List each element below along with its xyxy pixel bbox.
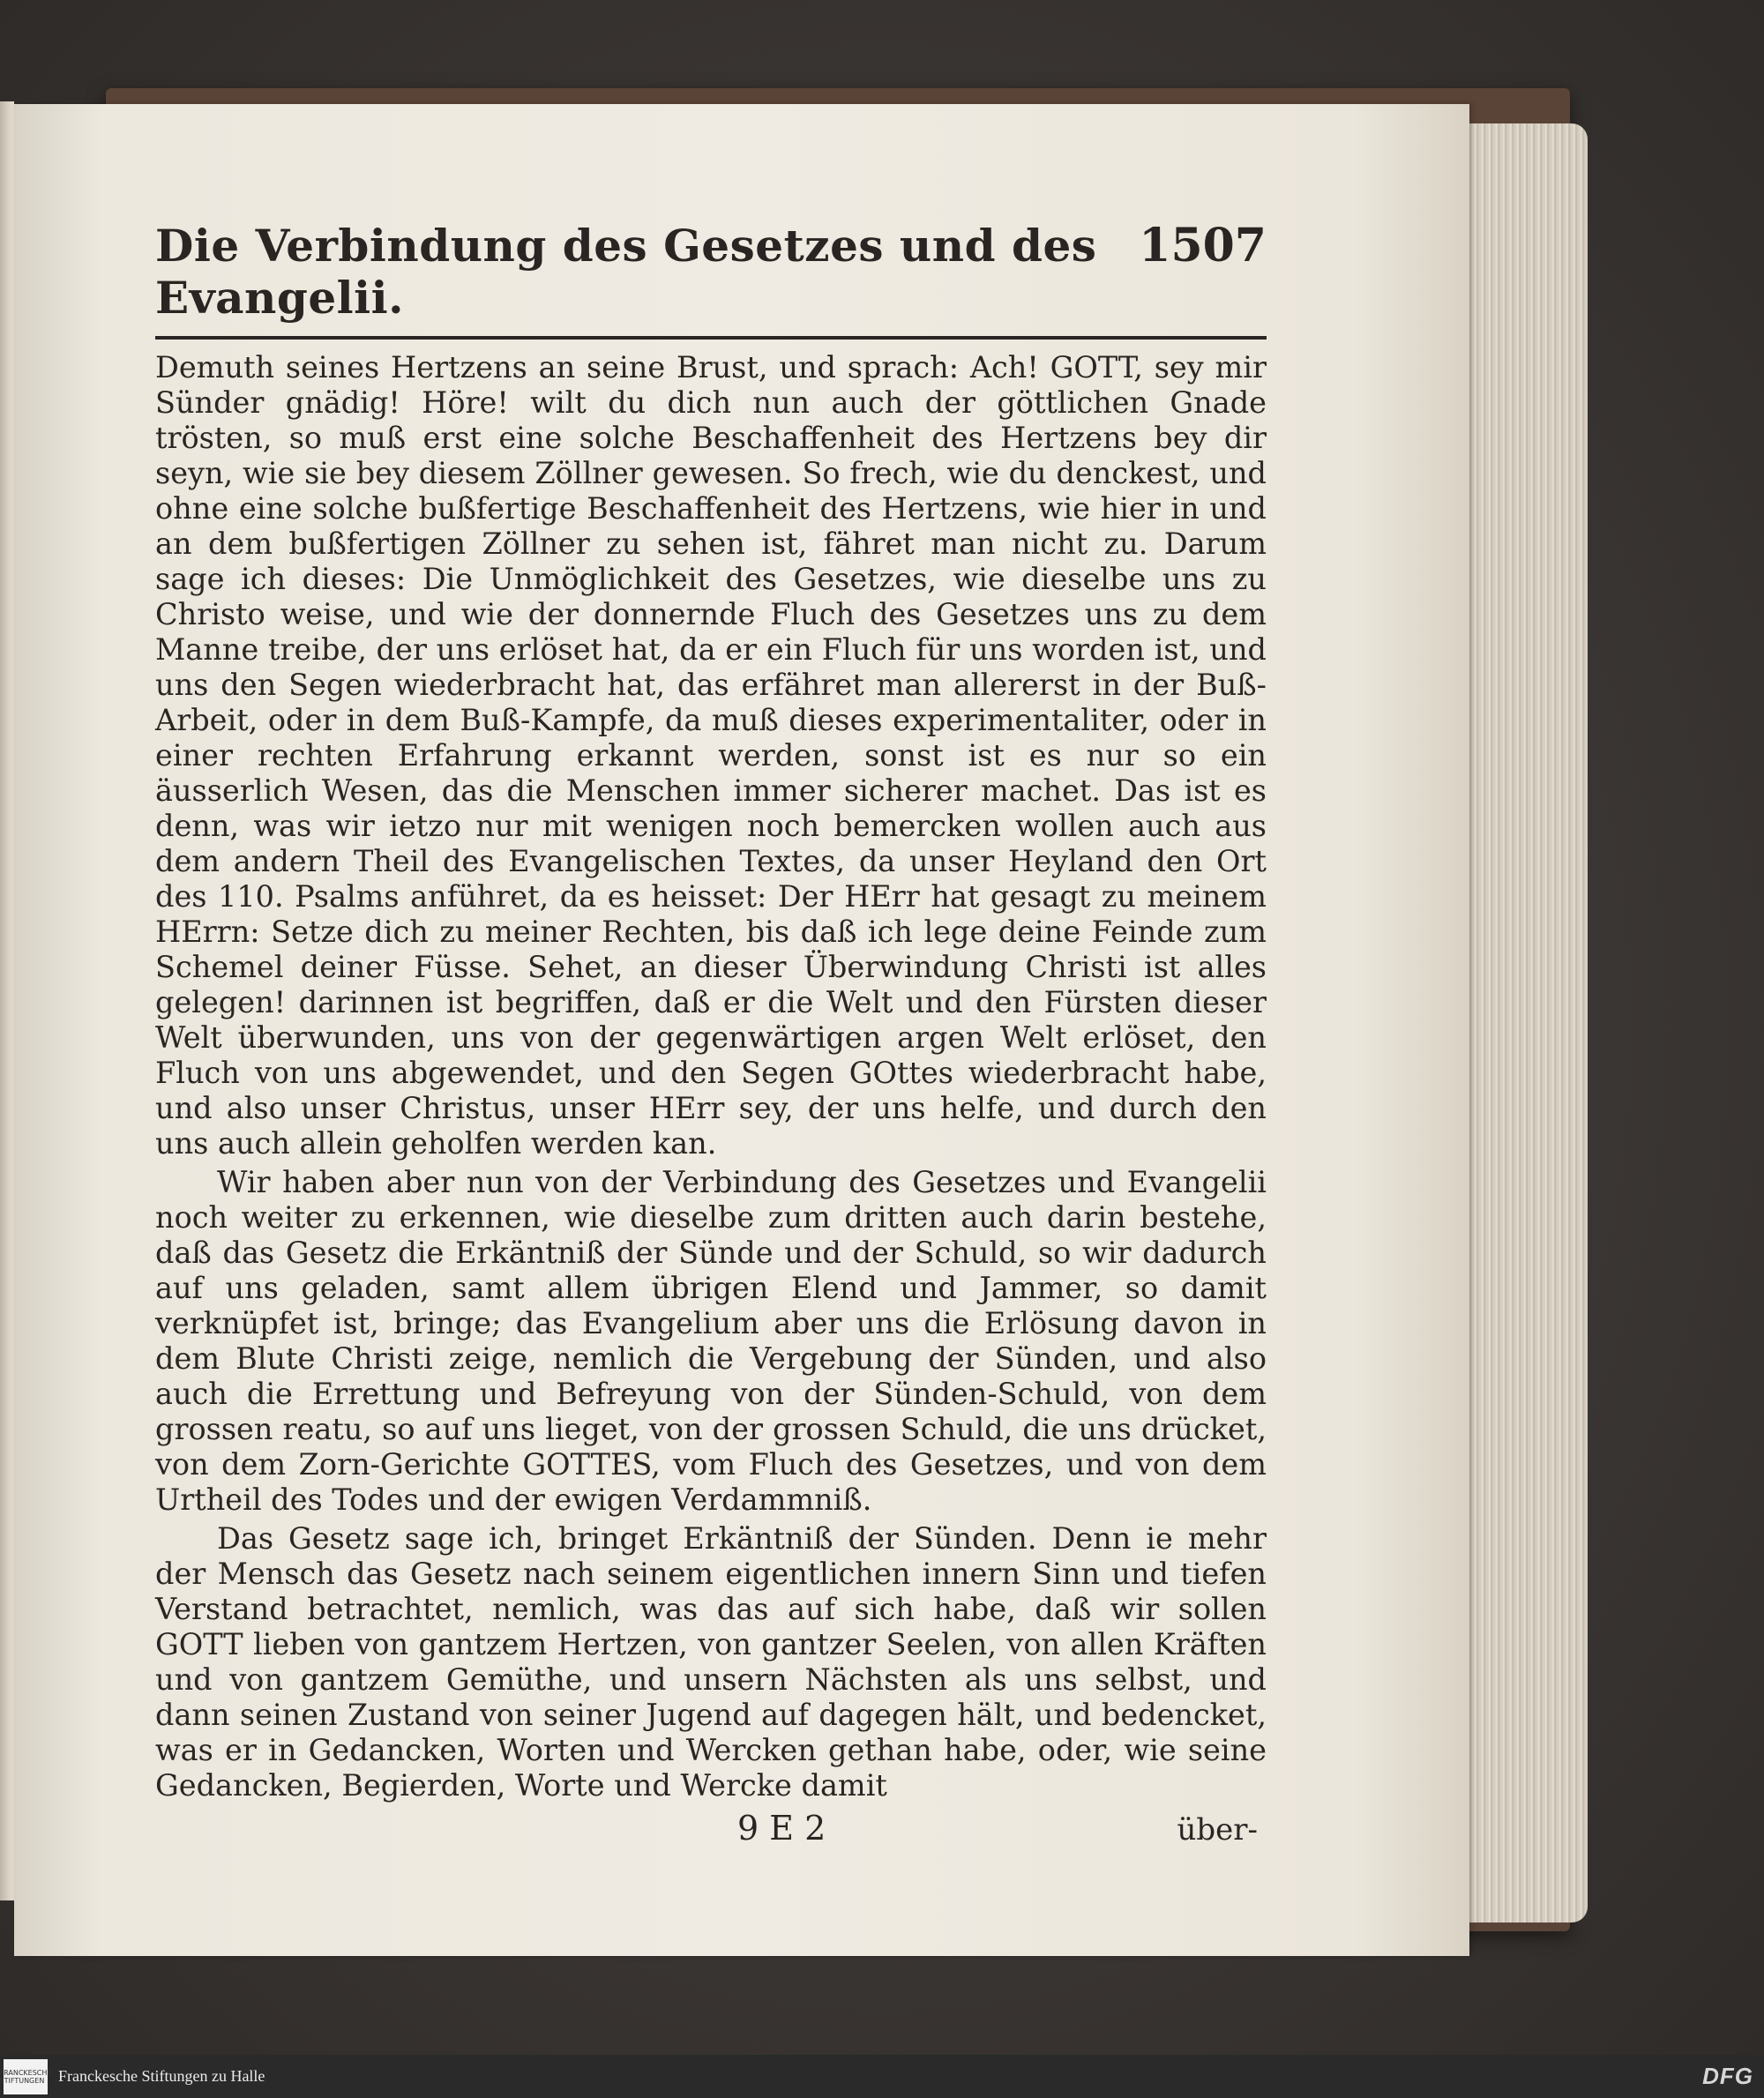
book-page xyxy=(14,104,1469,1956)
running-title: Die Verbindung des Gesetzes und des Evangelii. xyxy=(155,220,1097,324)
viewer-footer xyxy=(0,2055,1764,2098)
page-number: 1507 xyxy=(1139,219,1267,273)
paragraph-2: Wir haben aber nun von der Verbindung des Gesetzes und Evangelii noch weiter zu erkennen, wie dieselbe zum dritten auch darin bestehe, daß das Gesetz die Erkäntniß der Sünde und der Schuld, so wir dadurch auf uns geladen, samt allem übrigen Elend und Jammer, so damit verknüpfet ist, bringe; das Evangelium aber uns die Erlösung davon in dem Blute Christi zeige, nemlich die Vergebung der Sünden, und also auch die Errettung und Befreyung von der Sünden-Schuld, von dem grossen reatu, so auf uns lieget, von der grossen Schuld, die uns drücket, von dem Zorn-Gerichte GOTTES, vom Fluch des Gesetzes, und von dem Urtheil des Todes und der ewigen Verdammniß. xyxy=(155,1165,1267,1517)
institution-name[interactable]: Franckesche Stiftungen zu Halle xyxy=(58,2067,265,2085)
left-page-edge xyxy=(0,101,14,1900)
catchword: über- xyxy=(1177,1812,1258,1848)
logo-text: FRANCKESCHE STIFTUNGEN xyxy=(0,2068,52,2085)
signature-mark: 9 E 2 xyxy=(737,1809,826,1848)
paragraph-3: Das Gesetz sage ich, bringet Erkäntniß der Sünden. Denn ie mehr der Mensch das Gesetz nach seinem eigentlichen innern Sinn und tiefen Verstand betrachtet, nemlich, was das auf sich habe, daß wir sollen GOTT lieben von gantzem Hertzen, von gantzer Seelen, von allen Kräften und von gantzem Gemüthe, und unsern Nächsten als uns selbst, und dann seinen Zustand von seiner Jugend auf dagegen hält, und bedencket, was er in Gedancken, Worten und Wercken gethan habe, oder, wie seine Gedancken, Begierden, Worte und Wercke damit xyxy=(155,1521,1267,1803)
dfg-logo[interactable]: DFG xyxy=(1702,2063,1753,2089)
page-text-block xyxy=(155,219,1267,1848)
paragraph-1: Demuth seines Hertzens an seine Brust, und sprach: Ach! GOTT, sey mir Sünder gnädig! Höre! wilt du dich nun auch der göttlichen Gnade trösten, so muß erst eine solche Beschaffenheit des Hertzens bey dir seyn, wie sie bey diesem Zöllner gewesen. So frech, wie du denckest, und ohne eine solche bußfertige Beschaffenheit des Hertzens, wie hier in und an dem bußfertigen Zöllner zu sehen ist, fähret man nicht zu. Darum sage ich dieses: Die Unmöglichkeit des Gesetzes, wie dieselbe uns zu Christo weise, und wie der donnernde Fluch des Gesetzes uns zu dem Manne treibe, der uns erlöset hat, da er ein Fluch für uns worden ist, und uns den Segen wiederbracht hat, das erfähret man allererst in der Buß-Arbeit, oder in dem Buß-Kampfe, da muß dieses experimentaliter, oder in einer rechten Erfahrung erkannt werden, sonst ist es nur so ein äusserlich Wesen, das die Menschen immer sicherer machet. Das ist es denn, was wir ietzo nur mit wenigen noch bemercken wollen auch aus dem andern Theil des Evangelischen Textes, da unser Heyland den Ort des 110. Psalms anführet, da es heisset: Der HErr hat gesagt zu meinem HErrn: Setze dich zu meiner Rechten, bis daß ich lege deine Feinde zum Schemel deiner Füsse. Sehet, an dieser Überwindung Christi ist alles gelegen! darinnen ist begriffen, daß er die Welt und den Fürsten dieser Welt überwunden, uns von der gegenwärtigen argen Welt erlöset, den Fluch von uns abgewendet, und den Segen GOttes wiederbracht habe, und also unser Christus, unser HErr sey, der uns helfe, und durch den uns auch allein geholfen werden kan. xyxy=(155,350,1267,1161)
running-head xyxy=(155,219,1267,332)
page-foot xyxy=(155,1809,1267,1848)
footer-left xyxy=(0,2059,265,2094)
header-rule xyxy=(155,336,1267,340)
institution-logo[interactable] xyxy=(0,2059,52,2094)
